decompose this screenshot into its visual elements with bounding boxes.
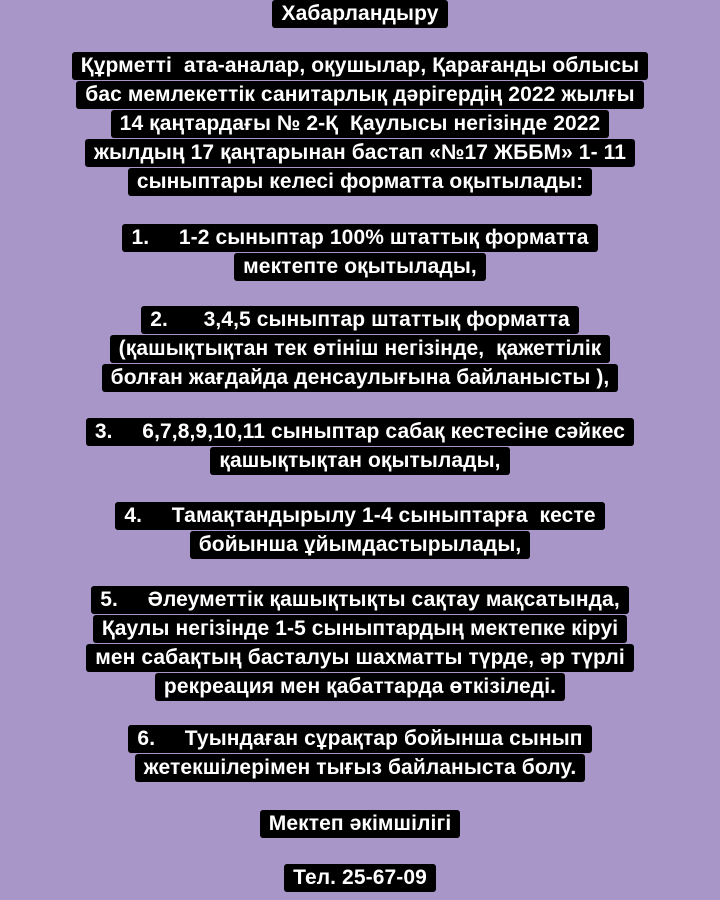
- announcement-title: [0, 0, 720, 29]
- intro-paragraph: [0, 52, 720, 197]
- list-item-2: [0, 306, 720, 393]
- item-line: рекреация мен қабаттарда өткізіледі.: [155, 673, 565, 701]
- signature: [0, 810, 720, 839]
- title-text: Хабарландыру: [272, 0, 447, 28]
- item-line: қашықтықтан оқытылады,: [210, 447, 509, 475]
- list-item-5: [0, 586, 720, 702]
- item-line: 5. Әлеуметтік қашықтықты сақтау мақсатында,: [91, 586, 629, 614]
- item-line: 4. Тамақтандырылу 1-4 сыныптарға кесте: [115, 502, 604, 530]
- item-line: жетекшілерімен тығыз байланыста болу.: [135, 754, 586, 782]
- phone-contact: [0, 864, 720, 893]
- intro-line: 14 қаңтардағы № 2-Қ Қаулысы негізінде 2022: [111, 110, 610, 138]
- list-item-4: [0, 502, 720, 560]
- list-item-6: [0, 725, 720, 783]
- list-item-1: [0, 224, 720, 282]
- intro-line: сыныптары келесі форматта оқытылады:: [128, 168, 592, 196]
- signature-text: Мектеп әкімшілігі: [260, 810, 461, 838]
- item-line: 2. 3,4,5 сыныптар штаттық форматта: [141, 306, 578, 334]
- phone-text: Тел. 25-67-09: [284, 864, 436, 892]
- item-line: 1. 1-2 сыныптар 100% штаттық форматта: [122, 224, 597, 252]
- item-line: (қашықтықтан тек өтініш негізінде, қажеттілік: [110, 335, 611, 363]
- item-line: 3. 6,7,8,9,10,11 сыныптар сабақ кестесіне сәйкес: [86, 418, 634, 446]
- item-line: 6. Туындаған сұрақтар бойынша сынып: [128, 725, 591, 753]
- item-line: бойынша ұйымдастырылады,: [190, 531, 531, 559]
- list-item-3: [0, 418, 720, 476]
- item-line: Қаулы негізінде 1-5 сыныптардың мектепке кіруі: [93, 615, 627, 643]
- item-line: мен сабақтың басталуы шахматты түрде, әр түрлі: [86, 644, 634, 672]
- item-line: болған жағдайда денсаулығына байланысты ),: [102, 364, 619, 392]
- item-line: мектепте оқытылады,: [234, 253, 486, 281]
- intro-line: жылдың 17 қаңтарынан бастап «№17 ЖББМ» 1- 11: [85, 139, 635, 167]
- intro-line: бас мемлекеттік санитарлық дәрігердің 2022 жылғы: [76, 81, 643, 109]
- intro-line: Құрметті ата-аналар, оқушылар, Қарағанды облысы: [72, 52, 648, 80]
